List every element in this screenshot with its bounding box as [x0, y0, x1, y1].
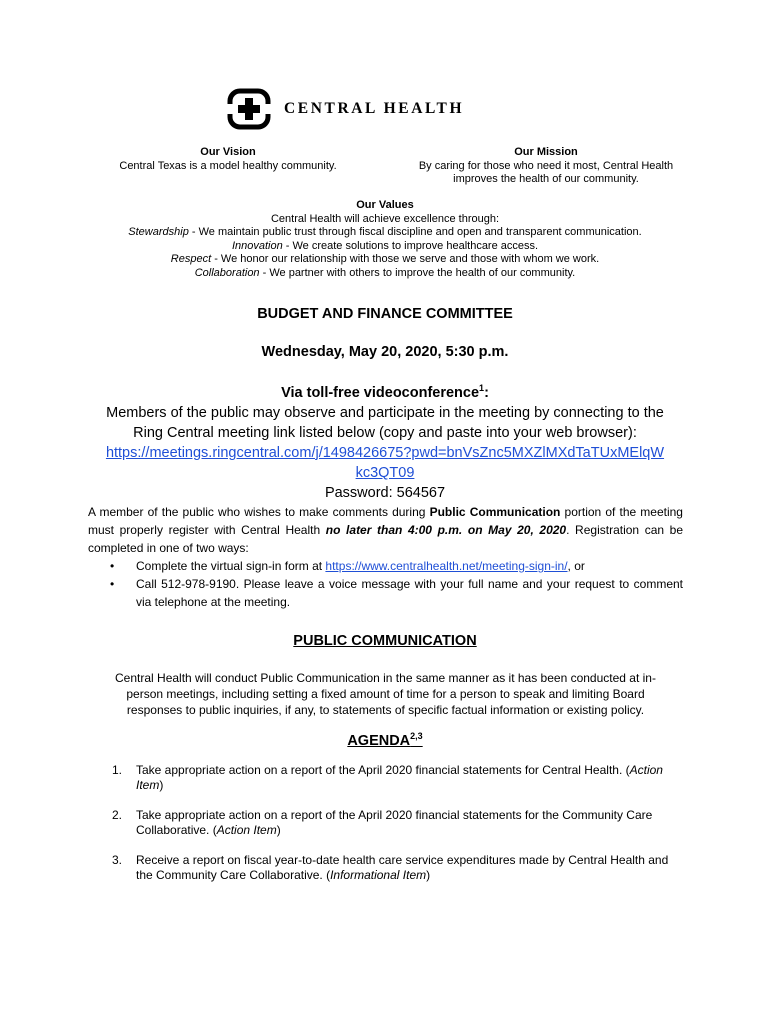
- videoconference-block: [60, 378, 710, 503]
- cross-in-circle-icon: [226, 87, 272, 131]
- registration-block: [88, 503, 683, 611]
- committee-title: BUDGET AND FINANCE COMMITTEE: [257, 306, 513, 322]
- registration-text: A member of the public who wishes to make comments during Public Communication portion of the meeting must properly register with Central Health no later than 4:00 p.m. on May 20, 2020. Registration can be completed in one of two ways:: [88, 505, 684, 555]
- mission-title: Our Mission: [514, 146, 578, 158]
- public-line1: Members of the public may observe and participate in the meeting by connecting to the: [106, 404, 664, 421]
- agenda-item: 1. Take appropriate action on a report of the April 2020 financial statements for Central Health. (Action Item): [112, 763, 663, 792]
- public-line2: Ring Central meeting link listed below (copy and paste into your web browser):: [133, 424, 637, 441]
- agenda-heading: AGENDA$^{2,3}$: [347, 731, 423, 749]
- meeting-link[interactable]: https://meetings.ringcentral.com/j/1498426675?pwd=bnVsZnc5MXZlMXdTaTUxMElqW: [105, 444, 665, 461]
- bullet: •: [110, 577, 115, 591]
- public-communication-heading: PUBLIC COMMUNICATION: [293, 633, 477, 649]
- registration-options: [88, 557, 683, 611]
- bullet: •: [110, 559, 115, 573]
- footnote-ref: 1: [479, 383, 485, 393]
- value-item: Stewardship - We maintain public trust through fiscal discipline and open and transparent communication.: [128, 226, 642, 238]
- meeting-date: Wednesday, May 20, 2020, 5:30 p.m.: [261, 344, 509, 360]
- mission-line2: improves the health of our community.: [453, 173, 639, 185]
- sign-in-link[interactable]: https://www.centralhealth.net/meeting-sign-in/: [325, 559, 568, 573]
- values-intro: Central Health will achieve excellence through:: [270, 212, 500, 225]
- vision-text: Central Texas is a model healthy community.: [119, 159, 337, 172]
- public-communication-text: Central Health will conduct Public Communication in the same manner as it has been conducted at in- person meetings, including setting a fixed amount of time for a person to speak and limiting Board responses to public inquiries, if any, to statements of specific factual information or existing policy.: [115, 671, 656, 717]
- footnote-ref: 2,3: [410, 731, 423, 741]
- via-heading: Via toll-free videoconference$^1$:: [281, 383, 489, 401]
- list-item: • Complete the virtual sign-in form at https://www.centralhealth.net/meeting-sign-in/, or: [110, 559, 585, 573]
- mission-block: [408, 146, 684, 187]
- meeting-link-cont[interactable]: kc3QT09: [355, 464, 415, 481]
- vision-block: [108, 146, 348, 173]
- brand-name: CENTRAL HEALTH: [284, 100, 465, 117]
- mission-line1: By caring for those who need it most, Central Health: [418, 159, 674, 172]
- list-item: • Call 512-978-9190. Please leave a voice message with your full name and your request to comment via telephone at the meeting.: [110, 577, 683, 609]
- agenda-item: 3. Receive a report on fiscal year-to-date health care service expenditures made by Central Health and the Community Care Collaborative. (Informational Item): [112, 853, 669, 882]
- agenda-item: 2. Take appropriate action on a report of the April 2020 financial statements for the Community Care Collaborative. (Action Item): [112, 808, 653, 837]
- values-title: Our Values: [356, 199, 414, 211]
- value-item: Collaboration - We partner with others to improve the health of our community.: [194, 266, 576, 279]
- logo: [226, 87, 464, 131]
- value-item: Innovation - We create solutions to improve healthcare access.: [231, 239, 539, 252]
- meeting-password: Password: 564567: [324, 484, 446, 501]
- values-block: [60, 199, 710, 280]
- value-item: Respect - We honor our relationship with those we serve and those with whom we work.: [170, 253, 600, 265]
- agenda-list: [108, 763, 683, 898]
- vision-title: Our Vision: [200, 146, 256, 158]
